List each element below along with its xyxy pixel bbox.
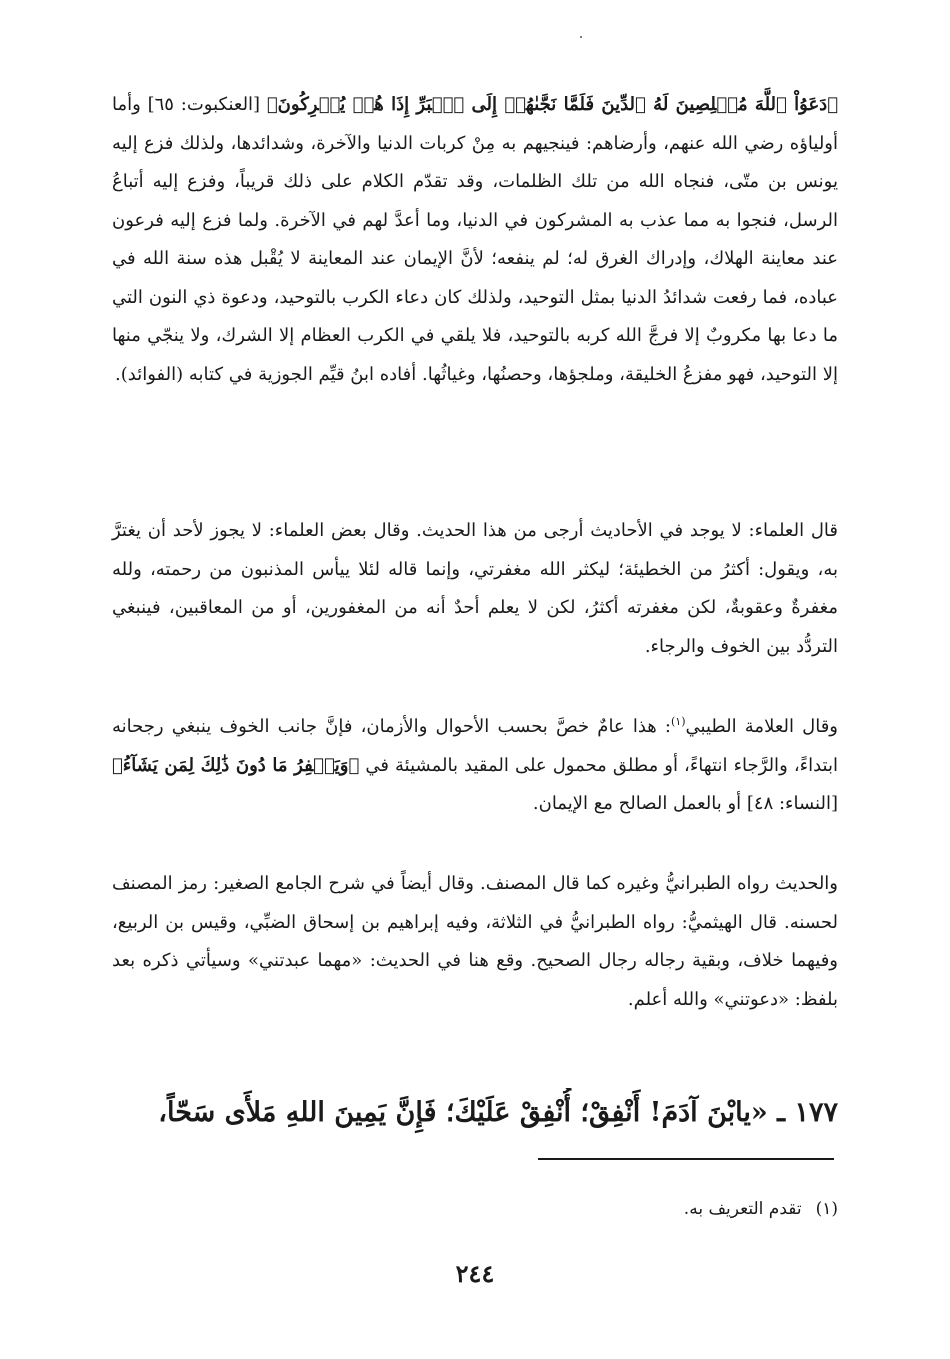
page-number: ٢٤٤	[455, 1259, 495, 1288]
paragraph-3-text-end: [النساء: ٤٨] أو بالعمل الصالح مع الإيمان.	[532, 793, 838, 814]
paragraph-1-text: [العنكبوت: ٦٥] وأما أولياؤه رضي الله عنهم، وأرضاهم: فينجيهم به مِنْ كربات الدنيا والآخرة، وشدائدها، ولذلك فزع إليه يونس بن متّى، فنجاه الله من تلك الظلمات، وقد تقدّم الكلام على ذلك قريباً، وفزع إليه أتباعُ الرسل، فنجوا به مما عذب به المشركون في الدنيا، وما أعدَّ لهم في الآخرة. ولما فزع إليه فرعون عند معاينة الهلاك، وإدراك الغرق له؛ لم ينفعه؛ لأنَّ الإيمان عند المعاينة لا يُقْبل هذه سنة الله في عباده، فما رفعت شدائدُ الدنيا بمثل التوحيد، ولذلك كان دعاء الكرب بالتوحيد، ودعوة ذي النون التي ما دعا بها مكروبٌ إلا فرجَّ الله كربه بالتوحيد، فلا يلقي في الكرب العظام إلا الشرك، ولا ينجّي منها إلا التوحيد، فهو مفزعُ الخليقة، وملجؤها، وحصنُها، وغياثُها. أفاده ابنُ قيِّم الجوزية في كتابه (الفوائد).	[112, 94, 838, 385]
footnote-number: (١)	[815, 1199, 838, 1219]
paragraph-tabarani	[112, 865, 838, 1019]
footnote-text: تقدم التعريف به.	[683, 1199, 802, 1219]
paragraph-scholars	[112, 512, 838, 666]
paragraph-3-text-after: : هذا عامٌ خصَّ بحسب الأحوال والأزمان، فإنَّ جانب الخوف ينبغي رجحانه ابتداءً، والرَّجاء انتهاءً، أو مطلق محمول على المقيد بالمشيئة في	[112, 716, 838, 776]
footnote-separator	[538, 1158, 834, 1160]
paragraph-ibn-qayyim	[112, 86, 838, 394]
paragraph-3-text-before: وقال العلامة الطيبي	[685, 716, 838, 737]
footnote-marker: (١)	[671, 715, 686, 728]
paragraph-2-text: قال العلماء: لا يوجد في الأحاديث أرجى من هذا الحديث. وقال بعض العلماء: لا يجوز لأحد أن يغترَّ به، ويقول: أكثرُ من الخطيئة؛ ليكثر الله مغفرتي، وإنما قاله لئلا ييأس المذنبون من رحمته، ولله مغفرةٌ وعقوبةٌ، لكن مغفرته أكثرُ، لكن لا يعلم أحدٌ أنه من المغفورين، أو من المعاقبين، فينبغي التردُّد بين الخوف والرجاء.	[112, 520, 838, 657]
footnote	[112, 1193, 838, 1225]
scan-speck	[580, 36, 582, 38]
hadith-heading: ١٧٧ ـ «يابْنَ آدَمَ! أَنْفِقْ؛ أُنْفِقْ عَلَيْكَ؛ فَإِنَّ يَمِينَ اللهِ مَلأَى سَحّاً،	[158, 1097, 838, 1128]
quran-verse-ankabut: ﴿دَعَوُاْ ٱللَّهَ مُخۡلِصِينَ لَهُ ٱلدِّينَ فَلَمَّا نَجَّىٰهُمۡ إِلَى ٱلۡبَرِّ إِذَا هُمۡ يُشۡرِكُونَ﴾	[266, 94, 838, 115]
paragraph-tibi	[112, 708, 838, 824]
paragraph-4-text: والحديث رواه الطبرانيُّ وغيره كما قال المصنف. وقال أيضاً في شرح الجامع الصغير: رمز المصنف لحسنه. قال الهيثميُّ: رواه الطبرانيُّ في الثلاثة، وفيه إبراهيم بن إسحاق الضبِّي، وقيس بن الربيع، وفيهما خلاف، وبقية رجاله رجال الصحيح. وقع هنا في الحديث: «مهما عبدتني» وسيأتي ذكره بعد بلفظ: «دعوتني» والله أعلم.	[112, 873, 838, 1010]
quran-verse-nisa: ﴿وَيَغۡفِرُ مَا دُونَ ذَٰلِكَ لِمَن يَشَآءُ﴾	[112, 754, 360, 776]
